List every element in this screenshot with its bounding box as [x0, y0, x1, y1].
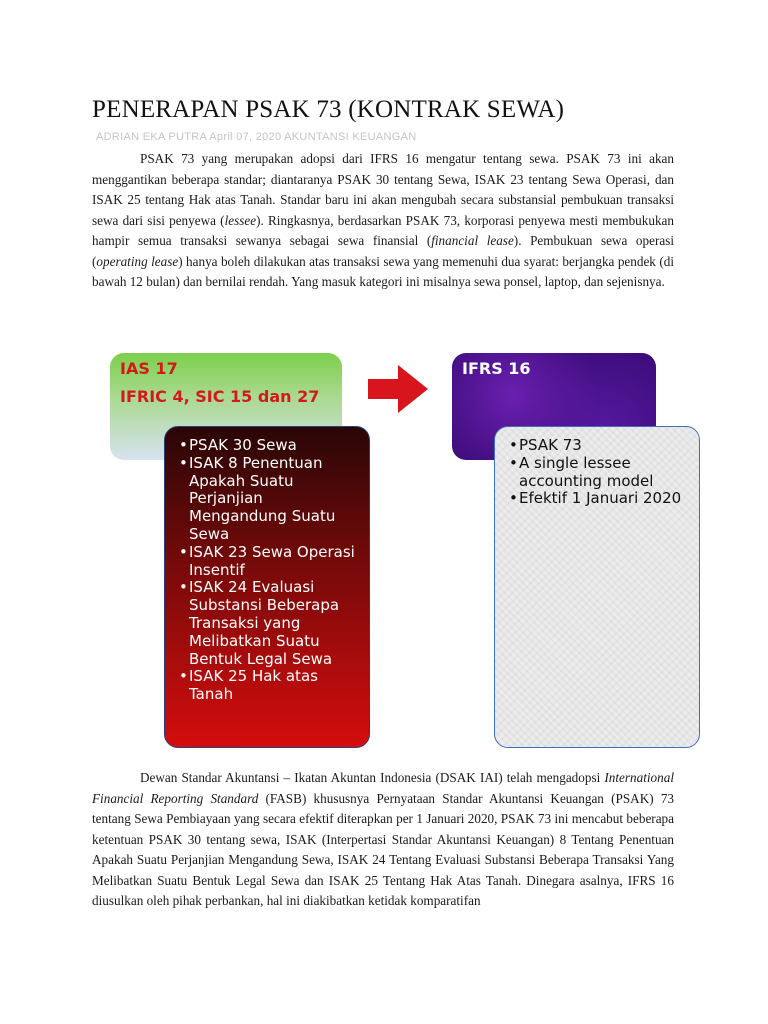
p1-term-lessee: lessee	[224, 212, 257, 228]
old-standards-list-box	[164, 426, 370, 748]
bullet: •	[179, 667, 188, 686]
list-item	[179, 455, 361, 544]
ias-17-label: IAS 17	[120, 359, 178, 378]
bullet: •	[509, 453, 518, 472]
new-standard-list-box	[494, 426, 700, 748]
ifric-sic-label: IFRIC 4, SIC 15 dan 27	[120, 387, 320, 406]
paragraph-intro	[92, 149, 674, 293]
list-item	[509, 455, 691, 491]
paragraph-dsak	[92, 768, 674, 912]
p1-term-operating-lease: operating lease	[96, 253, 179, 269]
bullet: •	[179, 436, 188, 454]
p1-text-a: PSAK 73 yang merupakan adopsi dari IFRS 16 mengatur tentang sewa. PSAK 73 ini akan menggantikan beberapa standar; diantaranya PSAK 30 tentang Sewa, ISAK 23 tentang Sewa Operasi, dan ISAK 25 tentang Hak atas Tanah. Standar baru ini akan mengubah secara substansial pembukuan transaksi sewa dari sisi penyewa (	[92, 151, 674, 228]
right-arrow-icon	[368, 365, 428, 413]
list-item	[509, 490, 691, 508]
list-item	[179, 668, 361, 704]
old-standards-header	[120, 359, 319, 406]
list-item-text: ISAK 25 Hak atas Tanah	[189, 667, 318, 704]
list-item	[179, 437, 361, 455]
p2-term-ifrs: International Financial Reporting Standard	[92, 770, 674, 806]
list-item	[509, 437, 691, 455]
list-item-text: Efektif 1 Januari 2020	[519, 489, 682, 508]
list-item	[179, 544, 361, 580]
article-meta: ADRIAN EKA PUTRA April 07, 2020 AKUNTANSI KEUANGAN	[96, 131, 417, 143]
p2-text-b: (FASB) khususnya Pernyataan Standar Akuntansi Keuangan (PSAK) 73 tentang Sewa Pembiayaan yang secara efektif diterapkan per 1 Januari 2020, PSAK 73 ini mencabut beberapa ketentuan PSAK 30 tentang sewa, ISAK (Interpertasi Standar Akuntansi Keuangan) 8 Tentang Penentuan Apakah Suatu Perjanjian Mengandung Sewa, ISAK 24 Tentang Evaluasi Substansi Beberapa Transaksi Yang Melibatkan Suatu Bentuk Legal Sewa dan ISAK 25 Tentang Hak Atas Tanah. Dinegara asalnya, IFRS 16 diusulkan oleh pihak perbankan, hal ini diakibatkan ketidak komparatifan	[92, 790, 675, 908]
list-item-text: ISAK 24 Evaluasi Substansi Beberapa Transaksi yang Melibatkan Suatu Bentuk Legal Sewa	[189, 578, 340, 668]
p1-term-financial-lease: financial lease	[431, 233, 514, 248]
bullet: •	[179, 453, 188, 472]
old-standards-list	[179, 437, 361, 704]
page-title: PENERAPAN PSAK 73 (KONTRAK SEWA)	[92, 96, 565, 123]
list-item-text: A single lessee accounting model	[519, 453, 654, 490]
p1-text-d: ) hanya boleh dilakukan atas transaksi sewa yang memenuhi dua syarat: berjangka pendek (di bawah 12 bulan) dan bernilai rendah. Yang masuk kategori ini misalnya sewa ponsel, laptop, dan sejenisnya.	[92, 253, 674, 289]
p2-text-a: Dewan Standar Akuntansi – Ikatan Akuntan Indonesia (DSAK IAI) telah mengadopsi	[140, 770, 605, 785]
bullet: •	[179, 578, 188, 597]
list-item-text: PSAK 73	[519, 436, 582, 454]
list-item-text: ISAK 23 Sewa Operasi Insentif	[189, 542, 355, 579]
list-item	[179, 579, 361, 668]
bullet: •	[509, 489, 518, 508]
ifrs-16-label: IFRS 16	[462, 359, 531, 378]
new-standard-list	[509, 437, 691, 508]
list-item-text: ISAK 8 Penentuan Apakah Suatu Perjanjian Mengandung Suatu Sewa	[189, 453, 336, 543]
p1-text-b: ). Ringkasnya, berdasarkan PSAK 73, korporasi penyewa mesti membukukan hampir semua transaksi sewanya sebagai sewa finansial (	[92, 212, 674, 248]
p1-text-c: ). Pembukuan sewa operasi (	[92, 233, 674, 269]
list-item-text: PSAK 30 Sewa	[189, 436, 297, 454]
bullet: •	[509, 436, 518, 454]
bullet: •	[179, 542, 188, 561]
